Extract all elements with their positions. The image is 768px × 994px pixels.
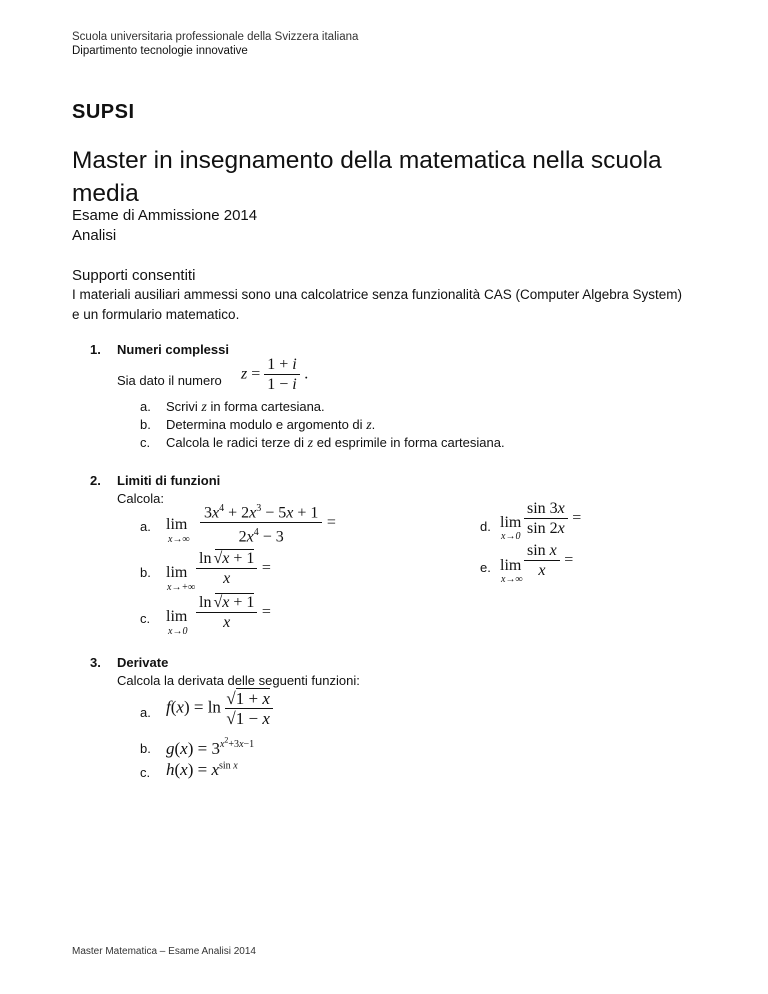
complex-number-formula: z = $\frac{1 + i}{1 - i}$ .	[241, 356, 309, 393]
item-2e-label: e.	[480, 560, 491, 575]
limit-2b-sub: x→+∞	[167, 582, 196, 593]
section-3-number: 3.	[90, 655, 101, 670]
item-2d-label: d.	[480, 519, 491, 534]
limit-2d-lim: lim	[500, 514, 522, 531]
item-2c-label: c.	[140, 611, 151, 626]
limit-2b-lim: lim	[166, 564, 188, 581]
page-footer: Master Matematica – Esame Analisi 2014	[72, 946, 256, 957]
department-name: Dipartimento tecnologie innovative	[72, 45, 248, 57]
section-1-number: 1.	[90, 342, 101, 357]
item-3c-label: c.	[140, 765, 151, 780]
limit-2e-sub: x→∞	[501, 574, 523, 585]
page-title: Master in insegnamento della matematica nella scuola media	[72, 147, 662, 207]
section-1-intro: Sia dato il numero	[117, 373, 222, 388]
item-3b-label: b.	[140, 741, 151, 756]
item-2b-label: b.	[140, 565, 151, 580]
limit-2a-lim: lim	[166, 516, 188, 533]
limit-2d-fraction: $\frac{\sin 3x}{\sin 2x}$ =	[524, 500, 581, 537]
item-1c-text: Calcola le radici terze di z ed esprimile in forma cartesiana.	[166, 435, 505, 451]
supsi-logo: SUPSI	[72, 101, 135, 123]
exam-name: Esame di Ammissione 2014	[72, 207, 258, 224]
item-1c-label: c.	[140, 435, 151, 450]
supports-text: I materiali ausiliari ammessi sono una calcolatrice senza funzionalità CAS (Computer Algebra System) e un formulario matematico.	[72, 287, 683, 322]
limit-2a-sub: x→∞	[168, 534, 190, 545]
limit-2c-sub: x→0	[168, 626, 188, 637]
section-3-intro: Calcola la derivata delle seguenti funzioni:	[117, 673, 360, 688]
item-1a-text: Scrivi z in forma cartesiana.	[166, 399, 325, 415]
section-3-title: Derivate	[117, 655, 169, 670]
section-1-title: Numeri complessi	[117, 342, 229, 357]
section-2-intro: Calcola:	[117, 491, 164, 506]
limit-2c-fraction: $\frac{\ln √x + 1}{x}$ =	[196, 594, 271, 631]
limit-2b-fraction: $\frac{\ln √x + 1}{x}$ =	[196, 550, 271, 587]
derivative-3b-formula: $g(x) = 3^{x^2+3x-1}$	[166, 736, 255, 758]
limit-2e-fraction: $\frac{\text{sin x}}{x}$ =	[524, 542, 573, 579]
section-2-number: 2.	[90, 473, 101, 488]
limit-2e-lim: lim	[500, 557, 522, 574]
exam-subject: Analisi	[72, 227, 117, 244]
limit-2c-lim: lim	[166, 608, 188, 625]
item-1b-label: b.	[140, 417, 151, 432]
limit-2d-sub: x→0	[501, 531, 521, 542]
supports-heading: Supporti consentiti	[72, 267, 196, 284]
item-2a-label: a.	[140, 519, 151, 534]
section-2-title: Limiti di funzioni	[117, 473, 221, 488]
item-3a-label: a.	[140, 705, 151, 720]
derivative-3a-formula: f(x) = ln $\frac{√1 + x}{√1 - x}$	[166, 690, 273, 727]
school-name: Scuola universitaria professionale della Svizzera italiana	[72, 31, 359, 43]
item-1b-text: Determina modulo e argomento di z.	[166, 417, 376, 433]
item-1a-label: a.	[140, 399, 151, 414]
derivative-3c-formula: $h(x) = x^{sin x}$	[166, 760, 238, 779]
limit-2a-fraction: $\frac{3x^4 + 2x^3 - 5x + 1}{2x^4 - 3}$ =	[200, 500, 336, 546]
